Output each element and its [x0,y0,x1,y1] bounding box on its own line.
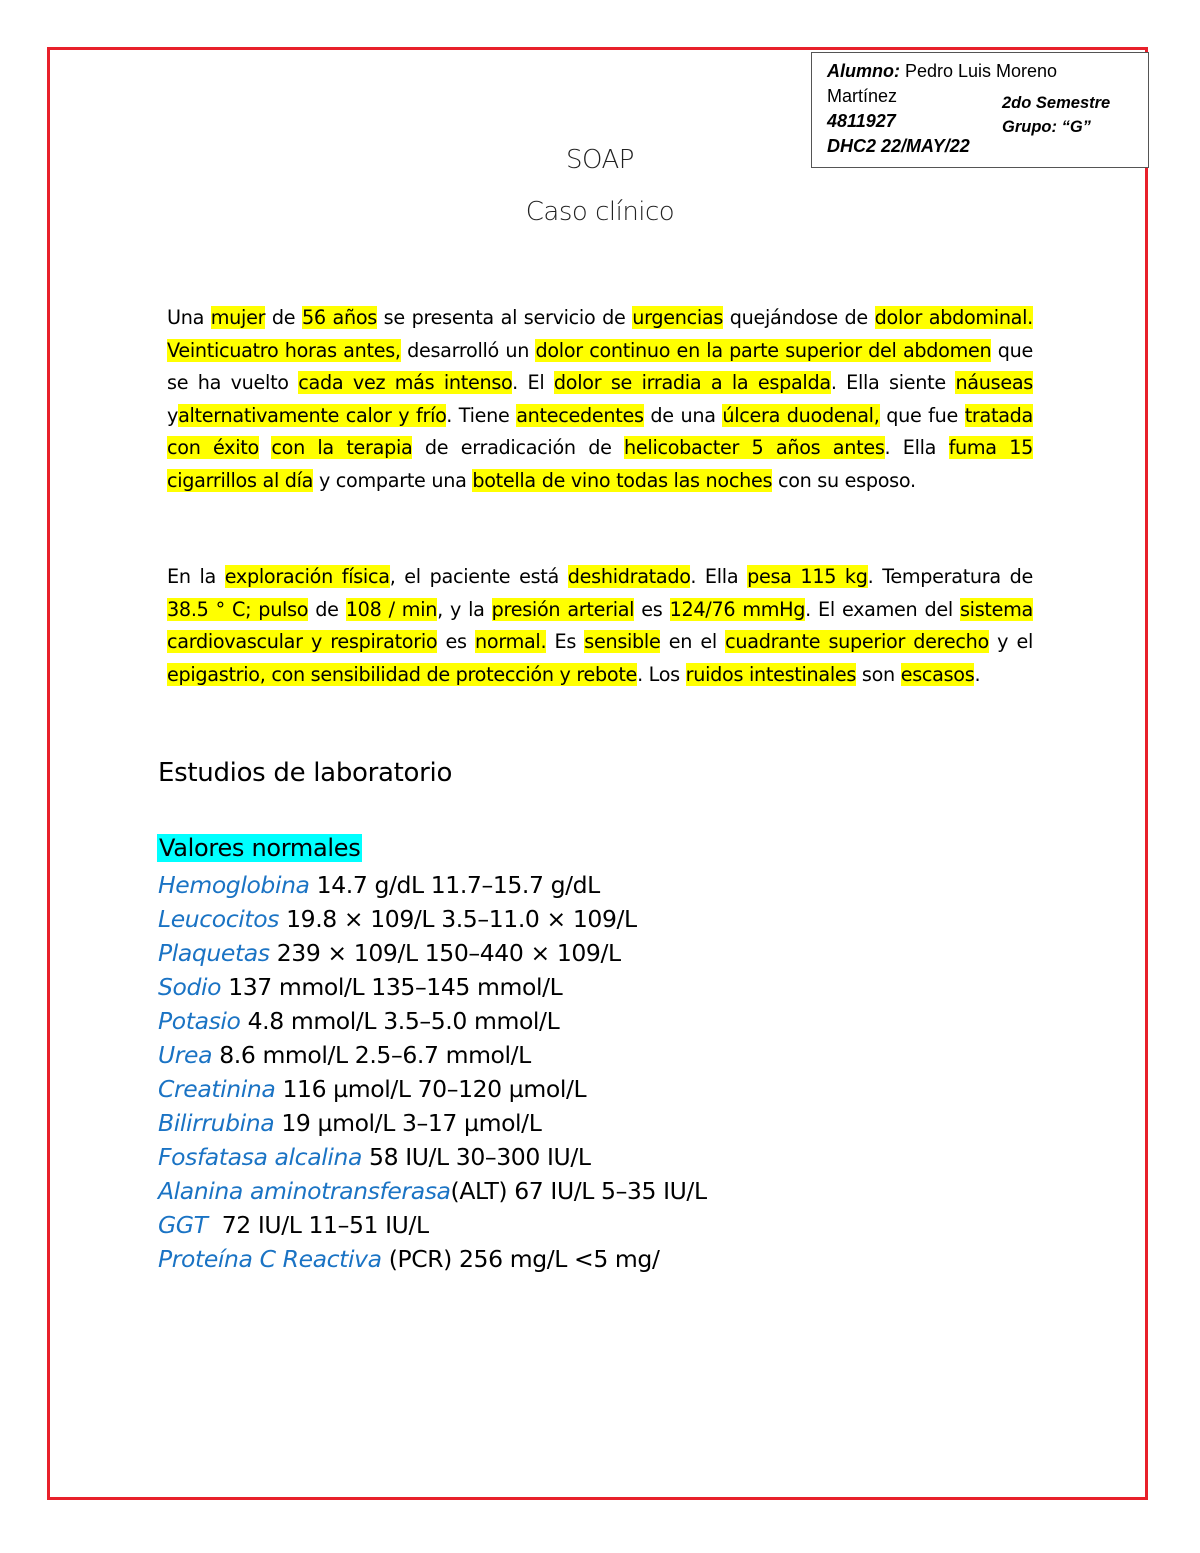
highlighted-text: presión arterial [491,597,635,621]
paragraph-text: . [974,662,981,686]
highlighted-text: sistema cardiovascular y respiratorio [167,597,1033,653]
lab-value: 72 IU/L 11–51 IU/L [207,1211,429,1239]
highlighted-text: deshidratado [567,565,691,588]
highlighted-text: 56 años [301,306,377,329]
paragraph-text: En la [167,565,225,588]
paragraph-text: , el paciente está [389,565,568,588]
lab-row [158,902,1058,936]
paragraph-text: que se ha vuelto [167,338,1033,394]
highlighted-text: dolor abdominal. [874,306,1033,329]
lab-value: 116 µmol/L 70–120 µmol/L [275,1075,587,1103]
highlighted-text: náuseas [955,371,1033,394]
lab-name: Fosfatasa alcalina [158,1143,362,1171]
lab-name: Alanina aminotransferasa [158,1177,451,1205]
lab-value: 8.6 mmol/L 2.5–6.7 mmol/L [212,1041,531,1069]
lab-value: 19.8 × 109/L 3.5–11.0 × 109/L [279,905,637,933]
highlighted-text: urgencias [632,306,724,329]
highlighted-text: helicobacter 5 años antes [624,436,885,459]
lab-name: Sodio [158,973,222,1001]
highlighted-text: epigastrio, con sensibilidad de protección y rebote [167,662,638,686]
paragraph-text: quejándose de [723,306,875,329]
paragraph-text: Es [546,630,585,653]
lab-value: 14.7 g/dL 11.7–15.7 g/dL [309,871,600,899]
highlighted-text: botella de vino todas las noches [472,468,773,492]
lab-row [158,936,1058,970]
lab-name: GGT [158,1211,208,1239]
paragraph-text: Una [167,306,211,329]
paragraph-text [259,436,271,459]
lab-row [158,970,1058,1004]
highlighted-text: fuma 15 cigarrillos al día [167,436,1034,492]
lab-row [158,1242,1058,1276]
paragraph-text: de una [643,403,723,427]
paragraph-text: y [167,403,179,427]
lab-row [158,1072,1058,1106]
paragraph-text: se presenta al servicio de [376,306,633,329]
alumno-label: Alumno: [827,61,900,81]
lab-row [158,1140,1058,1174]
paragraph-text: . El examen del [805,597,960,621]
lab-section-title: Estudios de laboratorio [158,758,453,788]
paragraph-text: desarrolló un [400,338,536,362]
highlighted-text: mujer [210,306,266,329]
lab-row [158,1208,1058,1242]
paragraph-text: de erradicación de [412,436,625,459]
lab-value: 137 mmol/L 135–145 mmol/L [221,973,563,1001]
highlighted-text: tratada con éxito [167,403,1033,459]
semestre: 2do Semestre [1002,94,1111,112]
paragraph-text: . Temperatura de [867,565,1034,588]
paragraph-text: que fue [879,403,965,427]
document-title: SOAP [566,145,634,175]
lab-row [158,1004,1058,1038]
document-subtitle: Caso clínico [525,197,675,227]
paragraph-text: . Ella siente [830,371,956,394]
highlighted-text: exploración física [224,565,390,588]
lab-row [158,1174,1058,1208]
highlighted-text: cada vez más intenso [298,371,513,394]
paragraph-text: . Ella [690,565,748,588]
highlighted-text: escasos [900,662,975,686]
student-info-right [1002,91,1110,139]
lab-value: (ALT) 67 IU/L 5–35 IU/L [450,1177,707,1205]
paragraph-text: en el [660,630,726,653]
highlighted-text: dolor continuo en la parte superior del abdomen [535,338,992,362]
lab-row [158,1038,1058,1072]
lab-name: Plaquetas [158,939,270,967]
highlighted-text: 108 / min [345,597,438,621]
highlighted-text: dolor se irradia a la espalda [553,371,831,394]
alumno-name-line2: Martínez [827,86,898,106]
lab-value: 4.8 mmol/L 3.5–5.0 mmol/L [240,1007,560,1035]
paragraph-text: de [265,306,302,329]
paragraph-text: de [308,597,346,621]
paragraph-text: , y la [437,597,492,621]
student-id: 4811927 [827,111,896,131]
lab-row [158,1106,1058,1140]
lab-name: Bilirrubina [158,1109,275,1137]
paragraph-text: es [634,597,670,621]
lab-name: Potasio [158,1007,241,1035]
case-paragraph-2 [167,561,1033,691]
highlighted-text: sensible [584,630,661,653]
highlighted-text: antecedentes [516,403,644,427]
lab-name: Hemoglobina [158,871,310,899]
alumno-name-line1: Pedro Luis Moreno [899,61,1058,81]
highlighted-text: cuadrante superior derecho [725,630,989,653]
paragraph-text: . El [512,371,554,394]
lab-name: Leucocitos [158,905,280,933]
highlighted-text: alternativamente calor y frío [178,403,447,427]
highlighted-text: 38.5 ° C; pulso [167,597,309,621]
lab-value: (PCR) 256 mg/L <5 mg/ [381,1245,660,1273]
course-date: DHC2 22/MAY/22 [827,136,970,156]
lab-value: 19 µmol/L 3–17 µmol/L [274,1109,542,1137]
lab-value: 58 IU/L 30–300 IU/L [361,1143,591,1171]
lab-name: Urea [158,1041,213,1069]
lab-name: Proteína C Reactiva [158,1245,382,1273]
paragraph-text: y el [988,630,1033,653]
highlighted-text: ruidos intestinales [685,662,857,686]
lab-name: Creatinina [158,1075,276,1103]
highlighted-text: úlcera duodenal, [722,403,880,427]
paragraph-text: . Tiene [446,403,517,427]
lab-value: 239 × 109/L 150–440 × 109/L [269,939,621,967]
paragraph-text: son [856,662,901,686]
paragraph-text: es [437,630,476,653]
paragraph-text: . Ella [884,436,949,459]
case-paragraph-1 [167,302,1033,497]
highlighted-text: con la terapia [271,436,413,459]
paragraph-text: . Los [637,662,686,686]
highlighted-text: Veinticuatro horas antes, [167,338,401,362]
paragraph-text: y comparte una [313,468,473,492]
normal-values-label: Valores normales [159,834,361,862]
highlighted-text: normal. [475,630,547,653]
highlighted-text: pesa 115 kg [747,565,868,588]
lab-row [158,868,1058,902]
lab-results-list [158,868,1058,1276]
highlighted-text: 124/76 mmHg [669,597,806,621]
paragraph-text: con su esposo. [772,468,916,492]
grupo: Grupo: “G” [1002,118,1091,136]
